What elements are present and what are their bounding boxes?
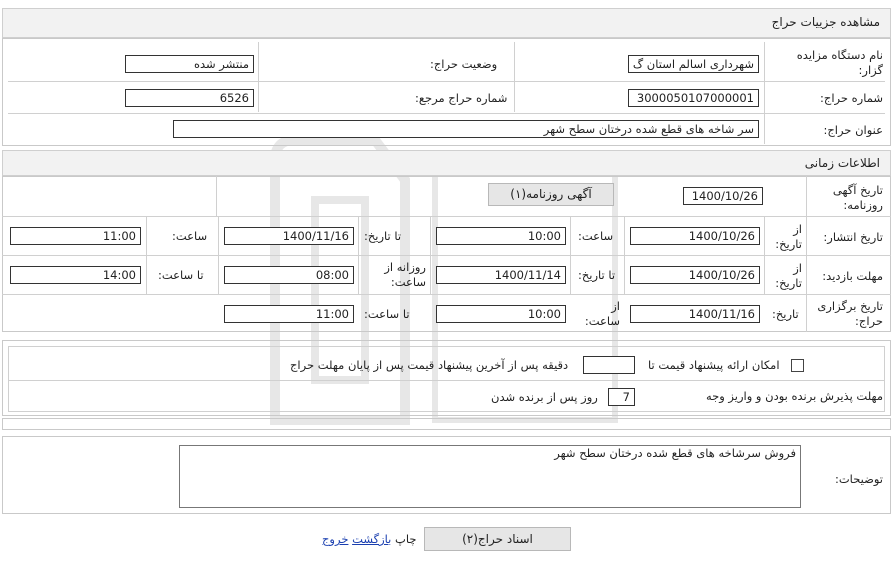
publish-to-date-label: تا تاریخ: <box>364 229 402 243</box>
publish-from-time-label: ساعت: <box>578 229 614 243</box>
extension-label: امکان ارائه پیشنهاد قیمت تا <box>648 358 780 372</box>
page-title: مشاهده جزییات حراج <box>771 15 880 29</box>
number-label: شماره حراج: <box>820 91 883 105</box>
payment-label: مهلت پذیرش برنده بودن و واریز وجه <box>705 389 883 403</box>
ad-date-label: تاریخ آگهی روزنامه: <box>832 183 883 212</box>
hold-to-time-field[interactable]: 11:00 <box>224 305 354 323</box>
timing-title: اطلاعات زمانی <box>804 156 880 170</box>
hold-from-time-label: از ساعت: <box>584 299 620 328</box>
publish-to-date-field[interactable]: 1400/11/16 <box>224 227 354 245</box>
visit-from-date-field[interactable]: 1400/10/26 <box>630 266 760 284</box>
publish-to-time-field[interactable]: 11:00 <box>10 227 141 245</box>
subject-label: عنوان حراج: <box>823 123 883 137</box>
ad-date-field[interactable]: 1400/10/26 <box>683 187 763 205</box>
page-header <box>2 8 891 38</box>
ref-field[interactable]: 6526 <box>125 89 254 107</box>
visit-to-time-label: تا ساعت: <box>158 268 204 282</box>
visit-to-date-field[interactable]: 1400/11/14 <box>436 266 566 284</box>
payment-days-field[interactable]: 7 <box>608 388 635 406</box>
org-field[interactable]: شهرداری اسالم استان گ <box>628 55 759 73</box>
payment-suffix: روز پس از برنده شدن <box>491 390 598 404</box>
print-link[interactable]: چاپ <box>395 532 417 546</box>
org-label: نام دستگاه مزایده گزار: <box>796 48 883 77</box>
visit-from-date-label: از تاریخ: <box>775 261 802 290</box>
publish-label: تاریخ انتشار: <box>823 230 883 244</box>
hold-to-time-label: تا ساعت: <box>364 307 410 321</box>
footer-links <box>322 532 417 547</box>
timing-header <box>2 150 891 176</box>
visit-from-time-field[interactable]: 08:00 <box>224 266 354 284</box>
hold-date-field[interactable]: 1400/11/16 <box>630 305 760 323</box>
extension-checkbox[interactable] <box>791 359 804 372</box>
visit-to-time-field[interactable]: 14:00 <box>10 266 141 284</box>
hold-date-label: تاریخ: <box>772 307 799 321</box>
publish-from-time-field[interactable]: 10:00 <box>436 227 566 245</box>
extension-minutes-field[interactable] <box>583 356 635 374</box>
visit-to-date-label: تا تاریخ: <box>578 268 616 282</box>
back-link[interactable]: بازگشت <box>352 532 392 546</box>
ref-label: شماره حراج مرجع: <box>415 91 508 105</box>
notes-label: توضیحات: <box>834 472 883 486</box>
publish-from-date-field[interactable]: 1400/10/26 <box>630 227 760 245</box>
number-field[interactable]: 3000050107000001 <box>628 89 759 107</box>
visit-label: مهلت بازدید: <box>822 269 883 283</box>
hold-from-time-field[interactable]: 10:00 <box>436 305 566 323</box>
publish-to-time-label: ساعت: <box>172 229 208 243</box>
separator-strip <box>2 418 891 430</box>
exit-link[interactable]: خروج <box>322 532 349 546</box>
auction-docs-button[interactable]: اسناد حراج(۲) <box>424 527 571 551</box>
publish-from-date-label: از تاریخ: <box>775 222 802 251</box>
visit-daily-from-label: روزانه از ساعت: <box>384 260 426 289</box>
newspaper-ad-button[interactable]: آگهی روزنامه(۱) <box>488 183 614 206</box>
status-field[interactable]: منتشر شده <box>125 55 254 73</box>
hold-label: تاریخ برگزاری حراج: <box>817 299 883 328</box>
subject-field[interactable]: سر شاخه های قطع شده درختان سطح شهر <box>173 120 759 138</box>
notes-field[interactable]: فروش سرشاخه های قطع شده درختان سطح شهر <box>179 445 801 508</box>
extension-suffix: دقیقه پس از آخرین پیشنهاد قیمت پس از پایان مهلت حراج <box>290 358 569 372</box>
status-label: وضعیت حراج: <box>430 57 498 71</box>
